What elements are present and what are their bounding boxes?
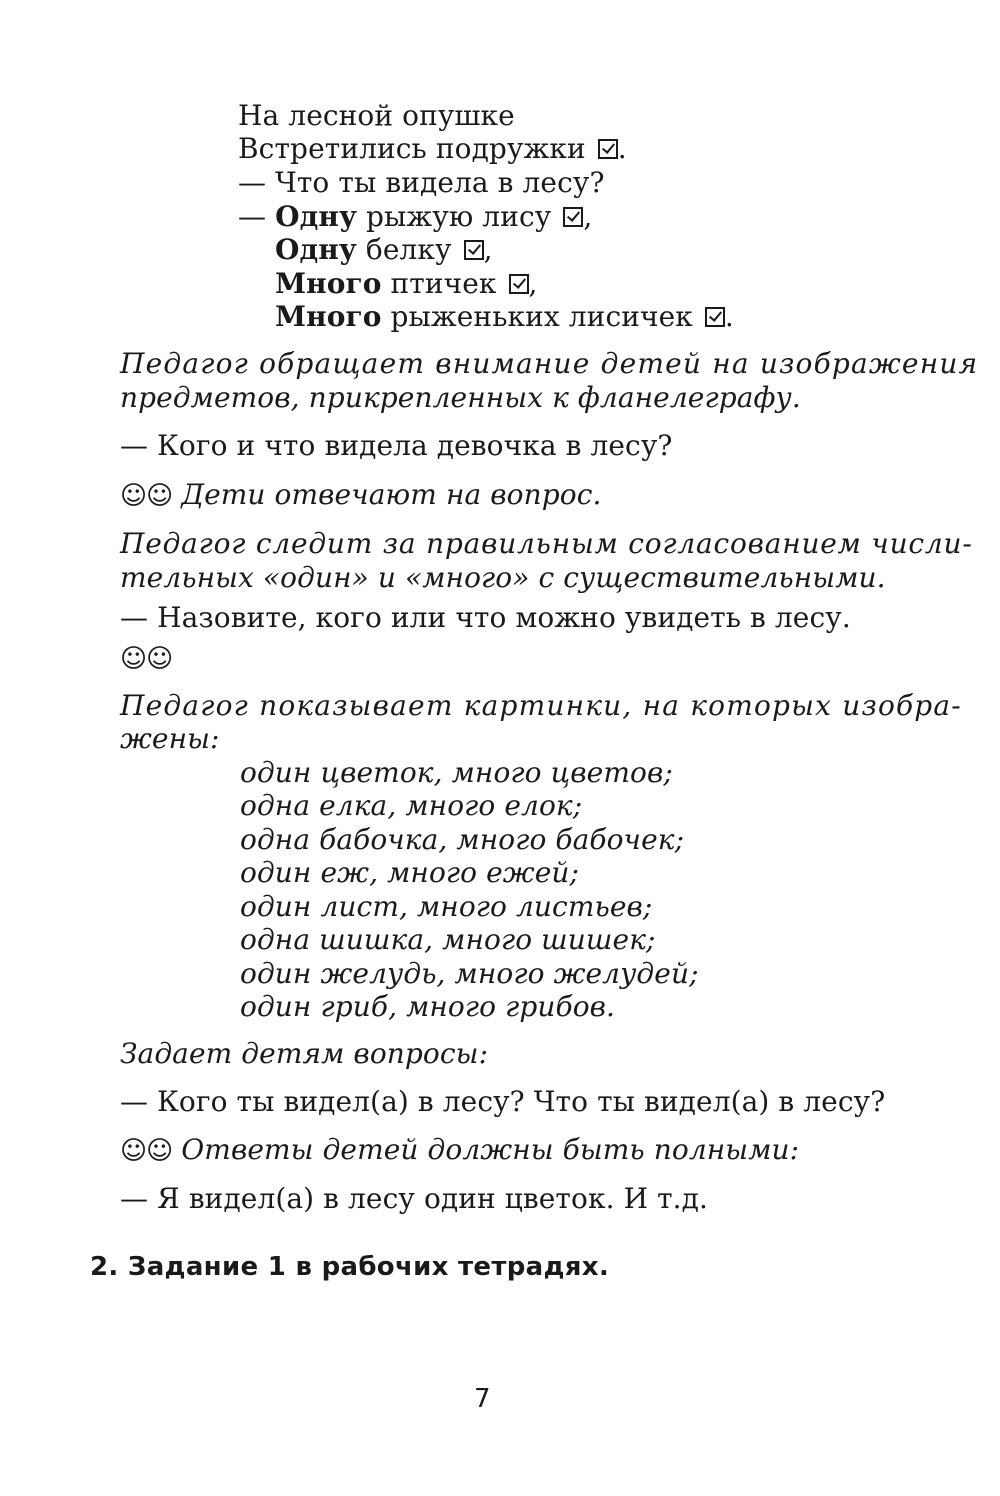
poem-line-2	[238, 132, 627, 166]
poem-line-4-punct: ,	[583, 200, 593, 233]
checkbox-icon	[705, 307, 725, 327]
smiley-icon: ☺☺	[120, 1136, 173, 1166]
poem-line-5-text: белку	[356, 233, 452, 266]
instruction-1-line-2: предметов, прикрепленных к фланелеграфу.	[120, 381, 801, 414]
poem-line-4-bold: Одну	[275, 200, 357, 233]
page-number: 7	[474, 1384, 491, 1414]
instruction-3-line-2: жены:	[120, 722, 220, 755]
poem-line-5-bold: Одну	[275, 233, 357, 266]
pair-item: один цветок, много цветов;	[240, 756, 673, 789]
poem-line-4-text: рыжую лису	[356, 200, 552, 233]
poem-line-7-bold: Много	[275, 300, 382, 333]
poem-line-3-text: — Что ты видела в лесу?	[238, 166, 605, 199]
instruction-2-line-2: тельных «один» и «много» с существительными.	[120, 561, 886, 594]
question-3: — Кого ты видел(а) в лесу? Что ты видел(а) в лесу?	[120, 1085, 886, 1118]
checkbox-icon	[563, 207, 583, 227]
poem-line-2-text: Встретились подружки	[238, 132, 586, 165]
pair-item: один гриб, много грибов.	[240, 990, 616, 1023]
answer-2	[120, 1133, 799, 1168]
pair-item: один лист, много листьев;	[240, 890, 653, 923]
checkbox-icon	[509, 274, 529, 294]
answer-1-text: Дети отвечают на вопрос.	[181, 478, 602, 511]
instruction-3-line-1: Педагог показывает картинки, на которых изобра-	[120, 689, 962, 722]
pair-item: одна елка, много елок;	[240, 789, 583, 822]
question-4: — Я видел(а) в лесу один цветок. И т.д.	[120, 1182, 709, 1215]
answer-1	[120, 478, 602, 513]
checkbox-icon	[598, 139, 618, 159]
instruction-1-line-1: Педагог обращает внимание детей на изображения	[120, 347, 979, 380]
question-2: — Назовите, кого или что можно увидеть в лесу.	[120, 601, 851, 634]
poem-line-5-punct: ,	[483, 233, 493, 266]
poem-line-5	[275, 233, 493, 267]
pair-item: один желудь, много желудей;	[240, 957, 699, 990]
poem-line-4	[238, 200, 592, 234]
checkbox-icon	[464, 240, 484, 260]
smiley-icon: ☺☺	[120, 644, 173, 674]
instruction-2-line-1: Педагог следит за правильным согласованием числи-	[120, 527, 973, 560]
poem-line-2-punct: .	[617, 132, 627, 165]
answer-2-text: Ответы детей должны быть полными:	[181, 1133, 800, 1166]
poem-line-7-text: рыженьких лисичек	[381, 300, 693, 333]
poem-line-1	[238, 99, 515, 133]
smiley-icon: ☺☺	[120, 481, 173, 511]
pair-item: одна шишка, много шишек;	[240, 923, 656, 956]
poem-line-7	[275, 300, 734, 334]
poem-line-4-dash: —	[238, 200, 276, 233]
poem-line-6-punct: ,	[528, 267, 538, 300]
pair-item: один еж, много ежей;	[240, 856, 580, 889]
poem-line-6-bold: Много	[275, 267, 382, 300]
poem-line-3	[238, 166, 605, 200]
pair-item: одна бабочка, много бабочек;	[240, 823, 685, 856]
poem-line-6	[275, 267, 538, 301]
poem-line-6-text: птичек	[381, 267, 497, 300]
instruction-4: Задает детям вопросы:	[120, 1037, 489, 1070]
poem-line-7-punct: .	[724, 300, 734, 333]
poem-line-1-text: На лесной опушке	[238, 99, 515, 132]
section-heading: 2. Задание 1 в рабочих тетрадях.	[90, 1252, 610, 1282]
smiley-line	[120, 641, 172, 676]
question-1: — Кого и что видела девочка в лесу?	[120, 429, 673, 462]
